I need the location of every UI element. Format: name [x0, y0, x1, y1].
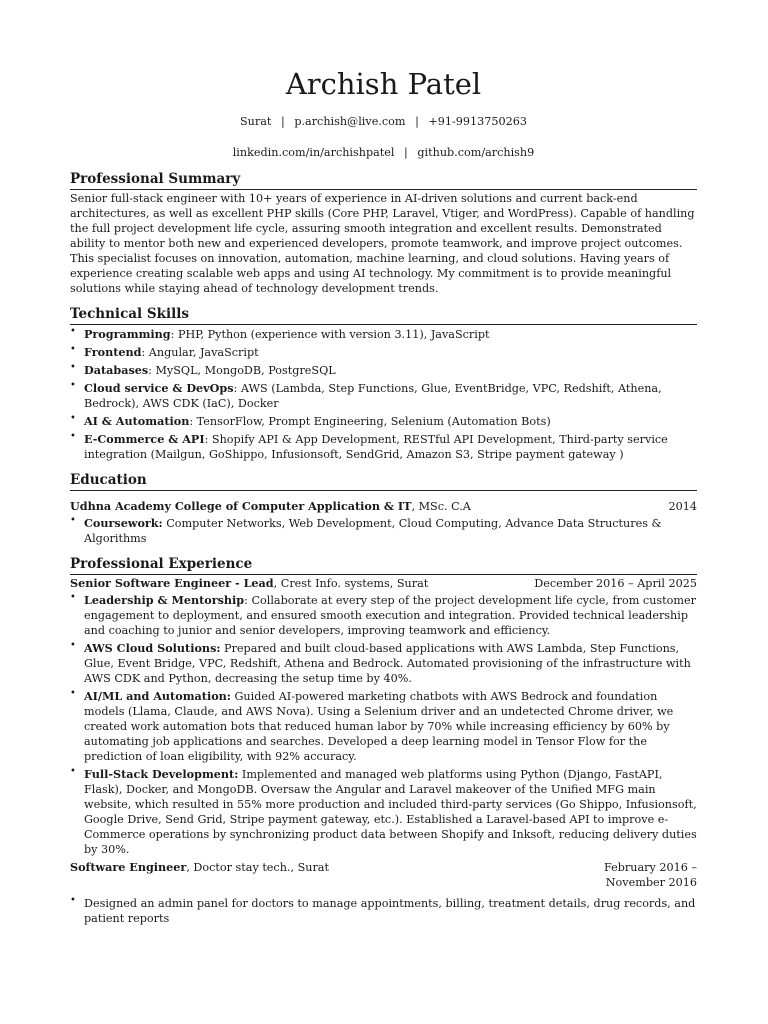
- contact-separator: |: [404, 146, 408, 159]
- summary-text: Senior full-stack engineer with 10+ years of experience in AI-driven solutions and current back-end architectures, as well as excellent PHP skills (Core PHP, Laravel, Vtiger, and WordPress). Capable of handling the full project development life cycle, assuring smooth integration and excellent results. Demonstrated ability to mentor both new and experienced developers, promote teamwork, and improve project outcomes. This specialist focuses on innovation, automation, machine learning, and cloud solutions. Having years of experience creating scalable web apps and using AI technology. My commitment is to provide meaningful solutions while staying ahead of technology development trends.: [70, 192, 695, 295]
- list-item: [70, 689, 697, 764]
- resume-page: [70, 66, 697, 936]
- bullet-icon: •: [70, 380, 76, 391]
- bullet-label: AWS Cloud Solutions:: [84, 641, 221, 655]
- education-year: 2014: [668, 500, 697, 513]
- skills-section: [70, 306, 697, 462]
- education-row: [70, 499, 697, 514]
- skill-text: : PHP, Python (experience with version 3.11), JavaScript: [170, 328, 490, 341]
- candidate-name: Archish Patel: [285, 67, 482, 101]
- bullet-icon: •: [70, 326, 76, 337]
- bullet-icon: •: [70, 413, 76, 424]
- skill-label: Frontend: [84, 345, 142, 359]
- school-name: Udhna Academy College of Computer Application & IT: [70, 499, 412, 513]
- skill-label: E-Commerce & API: [84, 432, 205, 446]
- list-item: [70, 381, 697, 411]
- summary-title: Professional Summary: [70, 171, 697, 190]
- education-section: [70, 472, 697, 546]
- contact-row-primary: [70, 114, 697, 129]
- job-company: , Doctor stay tech., Surat: [186, 861, 329, 874]
- education-school-line: [70, 499, 471, 514]
- bullet-text: Designed an admin panel for doctors to manage appointments, billing, treatment details, drug records, and patient reports: [84, 897, 696, 925]
- coursework-list: [70, 516, 697, 546]
- degree: , MSc. C.A: [411, 500, 471, 513]
- bullet-icon: •: [70, 640, 76, 651]
- list-item: [70, 767, 697, 857]
- skills-list: [70, 327, 697, 462]
- job-bullets: [70, 896, 697, 926]
- job-role-line: [70, 576, 428, 591]
- list-item: [70, 593, 697, 638]
- job-header: [70, 576, 697, 591]
- bullet-text: : Collaborate at every step of the project development life cycle, from customer engagement to deployment, and ensured smooth execution and integration. Provided technical leadership and coaching to junior and senior developers, improving teamwork and efficiency.: [84, 594, 696, 637]
- list-item: [70, 363, 697, 378]
- job-dates: February 2016 – November 2016: [603, 861, 697, 889]
- job-bullets: [70, 593, 697, 857]
- skill-text: : Shopify API & App Development, RESTful API Development, Third-party service integration (Mailgun, GoShippo, Infusionsoft, SendGrid, Amazon S3, Stripe payment gateway ): [84, 433, 668, 461]
- coursework-label: Coursework:: [84, 516, 163, 530]
- bullet-icon: •: [70, 515, 76, 526]
- job-header: [70, 860, 697, 890]
- list-item: [70, 641, 697, 686]
- summary-section: [70, 171, 697, 296]
- bullet-text: Implemented and managed web platforms using Python (Django, FastAPI, Flask), Docker, and MongoDB. Oversaw the Angular and Laravel makeover of the Unified MFG main website, which resulted in 55% more production and included third-party services (Go Shippo, Infusionsoft, Google Drive, Send Grid, Stripe payment gateway, etc.). Established a Laravel-based API to improve e-Commerce operations by synchronizing product data between Shopify and Inksoft, reducing delivery duties by 30%.: [84, 768, 697, 856]
- skill-label: Programming: [84, 327, 171, 341]
- list-item: [70, 345, 697, 360]
- list-item: [70, 327, 697, 342]
- bullet-text: Prepared and built cloud-based applications with AWS Lambda, Step Functions, Glue, Event Bridge, VPC, Redshift, Athena and Bedrock. Automated provisioning of the infrastructure with AWS CDK and Python, decreasing the setup time by 40%.: [84, 642, 691, 685]
- skill-text: : AWS (Lambda, Step Functions, Glue, EventBridge, VPC, Redshift, Athena, Bedrock), AWS CDK (IaC), Docker: [84, 382, 662, 410]
- bullet-label: Leadership & Mentorship: [84, 593, 245, 607]
- list-item: [70, 516, 697, 546]
- contact-separator: |: [280, 115, 285, 128]
- experience-title: Professional Experience: [70, 556, 697, 575]
- list-item: [70, 414, 697, 429]
- bullet-icon: •: [70, 895, 76, 906]
- bullet-text: Guided AI-powered marketing chatbots with AWS Bedrock and foundation models (Llama, Claude, and AWS Nova). Using a Selenium driver and an undetected Chrome driver, we created work automation bots that reduced human labor by 70% while increasing efficiency by 60% by automating job applications and searches. Developed a deep learning model in Tensor Flow for the prediction of loan eligibility, with 92% accuracy.: [84, 690, 674, 763]
- bullet-icon: •: [70, 766, 76, 777]
- experience-section: [70, 556, 697, 926]
- bullet-icon: •: [70, 431, 76, 442]
- contact-city: Surat: [240, 115, 272, 128]
- bullet-label: AI/ML and Automation:: [84, 689, 231, 703]
- coursework-text: Computer Networks, Web Development, Cloud Computing, Advance Data Structures & Algorithms: [84, 517, 662, 545]
- list-item: [70, 896, 697, 926]
- bullet-icon: •: [70, 592, 76, 603]
- bullet-icon: •: [70, 688, 76, 699]
- job-role: Software Engineer: [70, 860, 187, 874]
- skill-text: : Angular, JavaScript: [141, 346, 259, 359]
- job-role: Senior Software Engineer - Lead: [70, 576, 274, 590]
- contact-separator: |: [415, 115, 419, 128]
- skill-text: : MySQL, MongoDB, PostgreSQL: [148, 364, 336, 377]
- github-link[interactable]: github.com/archish9: [417, 146, 535, 159]
- list-item: [70, 432, 697, 462]
- job-company: , Crest Info. systems, Surat: [273, 577, 429, 590]
- education-title: Education: [70, 472, 697, 491]
- contact-phone[interactable]: +91-9913750263: [428, 115, 527, 128]
- job-dates: December 2016 – April 2025: [534, 577, 697, 590]
- skill-text: : TensorFlow, Prompt Engineering, Selenium (Automation Bots): [189, 415, 551, 428]
- linkedin-link[interactable]: linkedin.com/in/archishpatel: [232, 146, 395, 159]
- bullet-label: Full-Stack Development:: [84, 767, 239, 781]
- job-role-line: [70, 860, 329, 875]
- skill-label: AI & Automation: [84, 414, 190, 428]
- skill-label: Cloud service & DevOps: [84, 381, 234, 395]
- skill-label: Databases: [84, 363, 149, 377]
- bullet-icon: •: [70, 344, 76, 355]
- bullet-icon: •: [70, 362, 76, 373]
- contact-email[interactable]: p.archish@live.com: [294, 115, 406, 128]
- skills-title: Technical Skills: [70, 306, 697, 325]
- contact-row-links: [70, 145, 697, 160]
